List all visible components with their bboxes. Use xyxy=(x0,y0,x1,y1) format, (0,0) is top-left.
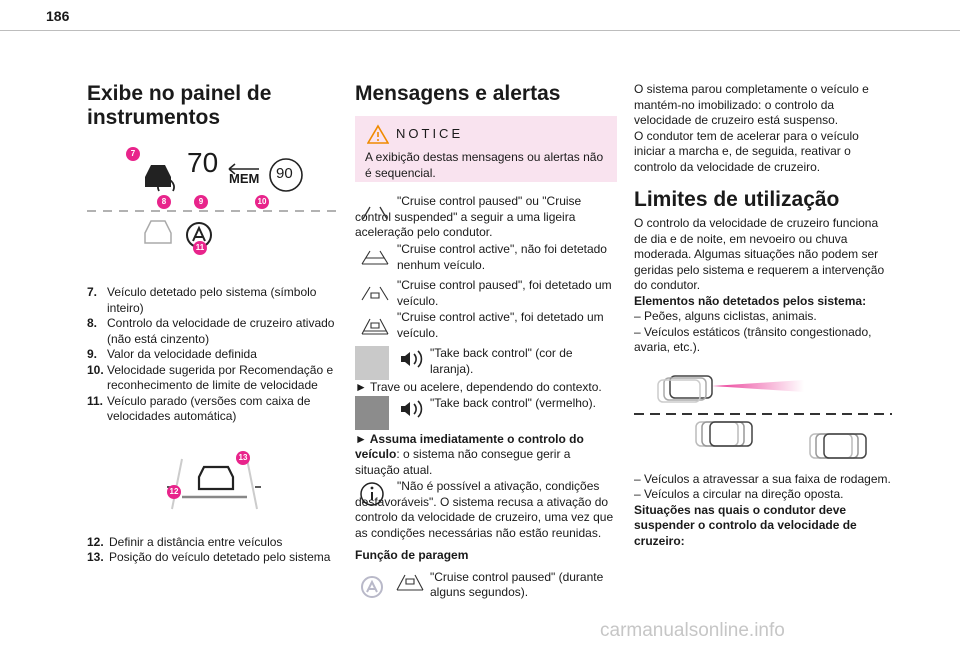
cluster-illustration xyxy=(87,145,340,257)
list-item: – Peões, alguns ciclistas, animais. xyxy=(634,309,817,323)
distance-illustration xyxy=(87,439,340,515)
undetected-heading: Elementos não detetados pelos sistema: xyxy=(634,293,867,308)
column-middle xyxy=(355,82,617,604)
cluster-speed: 70 xyxy=(187,147,219,178)
lane-active-icon xyxy=(360,248,390,266)
message-8: ► Assuma imediatamente o controlo do veículo: o sistema não consegue gerir a situação atual. xyxy=(355,431,584,477)
message-1: "Cruise control paused" ou "Cruise control suspended" a seguir a uma ligeira aceleração pelo condutor. xyxy=(355,194,582,239)
sound-icon xyxy=(399,350,425,368)
paragraph-conditions: O controlo da velocidade de cruzeiro funciona de dia e de noite, em nevoeiro ou chuva moderada. Algumas situações não podem ser geridas pelo sistema e requerem a intervenção do condutor. xyxy=(634,216,885,292)
cluster-mem: MEM xyxy=(229,171,260,186)
notice-box xyxy=(355,116,617,182)
list-item: 12. Definir a distância entre veículos xyxy=(87,534,283,549)
info-icon xyxy=(359,481,385,507)
detected-vehicle-icon xyxy=(199,467,233,489)
message-4: "Cruise control active", foi detetado um veículo. xyxy=(355,310,617,346)
marker-10: 10 xyxy=(255,195,269,209)
traffic-illustration xyxy=(634,368,892,466)
list-item: 7. Veículo detetado pelo sistema (símbolo inteiro) xyxy=(87,285,317,315)
list-item: 8. Controlo da velocidade de cruzeiro ativado (não está cinzento) xyxy=(87,316,335,346)
stationary-vehicles-icon xyxy=(696,422,866,458)
list-item: 11. Veículo parado (versões com caixa de velocidades automática) xyxy=(87,393,311,423)
list-item: 9. Valor da velocidade definida xyxy=(87,347,257,361)
legend-list-a xyxy=(87,285,340,425)
message-9: "Não é possível a ativação, condições desfavoráveis". O sistema recusa a ativação do controlo da velocidade de cruzeiro, uma vez que as condições necessárias não estão reunidas. xyxy=(355,479,614,540)
list-item: – Veículos estáticos (trânsito congestionado, avaria, etc.). xyxy=(634,324,872,354)
column-left xyxy=(87,82,340,566)
radar-beam xyxy=(712,380,804,392)
notice-title: NOTICE xyxy=(396,126,464,141)
message-5: "Take back control" (cor de laranja). xyxy=(355,346,617,380)
car-outline-icon xyxy=(145,221,171,243)
take-back-orange-icon xyxy=(355,346,389,380)
notice-body: A exibição destas mensagens ou alertas não é sequencial. xyxy=(365,150,604,180)
marker-8: 8 xyxy=(157,195,171,209)
sub-heading-stop: Função de paragem xyxy=(355,548,469,562)
paragraph-restart: O condutor tem de acelerar para o veículo iniciar a marcha e, de seguida, reativar o controlo da velocidade de cruzeiro. xyxy=(634,128,859,174)
section-heading-limits: Limites de utilização xyxy=(634,188,840,211)
section-heading-messages: Mensagens e alertas xyxy=(355,82,561,105)
message-2: "Cruise control active", não foi detetado nenhum veículo. xyxy=(355,242,617,278)
message-3: "Cruise control paused", foi detetado um veículo. xyxy=(355,278,617,310)
sound-icon xyxy=(399,400,425,418)
lane-vehicle-icon xyxy=(395,572,425,592)
marker-7: 7 xyxy=(126,147,140,161)
marker-11: 11 xyxy=(193,241,207,255)
auto-hold-a xyxy=(193,228,205,241)
marker-9: 9 xyxy=(194,195,208,209)
cluster-limit: 90 xyxy=(276,165,293,182)
legend-list-b xyxy=(87,535,340,566)
lane-vehicle-active-icon xyxy=(360,316,390,336)
distance-svg xyxy=(87,439,340,515)
list-item: 10. Velocidade sugerida por Recomendação e reconhecimento de limite de velocidade xyxy=(87,362,334,392)
auto-hold-grey-icon xyxy=(357,574,387,600)
lane-vehicle-paused-icon xyxy=(360,284,390,302)
message-7: "Take back control" (vermelho). xyxy=(355,396,617,430)
page-number: 186 xyxy=(46,8,70,24)
marker-13: 13 xyxy=(236,451,250,465)
marker-12: 12 xyxy=(167,485,181,499)
message-6: ► Trave ou acelere, dependendo do contexto. xyxy=(355,380,602,394)
list-item: – Veículos a atravessar a sua faixa de rodagem. xyxy=(634,471,891,486)
own-vehicle-icon xyxy=(658,376,712,402)
traffic-svg xyxy=(634,368,892,466)
message-10: "Cruise control paused" (durante alguns segundos). xyxy=(355,570,617,604)
paragraph-stopped: O sistema parou completamente o veículo e mantém-no imobilizado: o controlo da velocidade de cruzeiro está suspenso. xyxy=(634,82,869,127)
section-heading-display: Exibe no painel de instrumentos xyxy=(87,82,272,129)
lane-lines-icon xyxy=(360,204,390,220)
warning-triangle-icon xyxy=(367,124,389,144)
list-item: 13. Posição do veículo detetado pelo sistema xyxy=(87,550,331,564)
take-back-red-icon xyxy=(355,396,389,430)
list-item: – Veículos a circular na direção oposta. xyxy=(634,487,844,501)
suspend-heading: Situações nas quais o condutor deve suspender o controlo da velocidade de cruzeiro: xyxy=(634,502,857,548)
top-divider xyxy=(0,30,960,31)
watermark: carmanualsonline.info xyxy=(600,620,785,641)
column-right xyxy=(634,82,892,549)
